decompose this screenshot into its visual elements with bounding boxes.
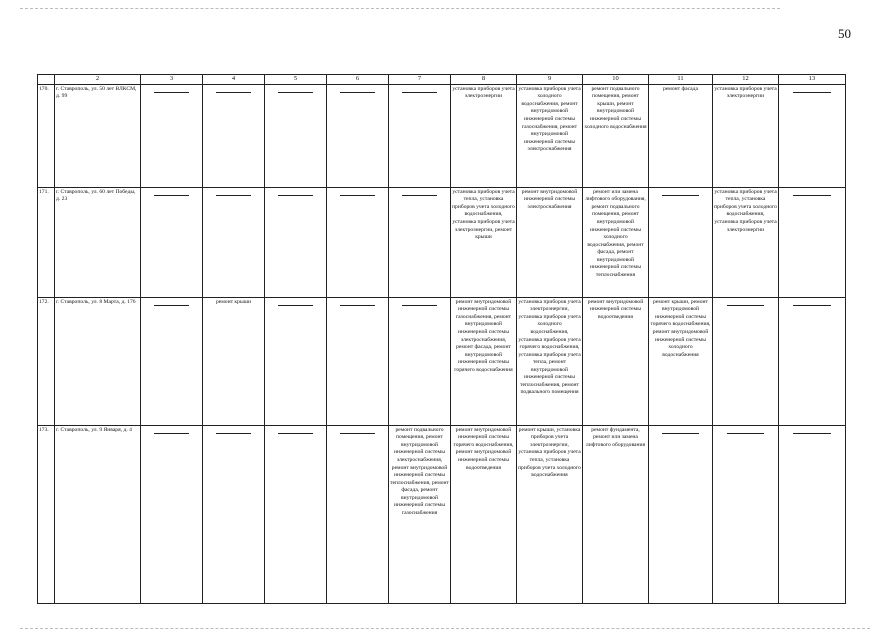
dash-mark (662, 195, 699, 196)
dash-mark (727, 305, 765, 306)
dash-mark (662, 433, 699, 434)
row-number: 171. (38, 187, 55, 297)
empty-cell (779, 425, 846, 603)
work-cell: ремонт внутридомовой инженерной системы электроснабжения (517, 187, 583, 297)
empty-cell (389, 297, 451, 425)
empty-cell (779, 84, 846, 187)
work-cell: установка приборов учета тепла, установка приборов учета холодного водоснабжения, установка приборов учета электроэнергии (713, 187, 779, 297)
empty-cell (713, 297, 779, 425)
header-cell: 12 (713, 75, 779, 85)
dash-mark (278, 195, 313, 196)
work-cell: ремонт внутридомовой инженерной системы горячего водоснабжения, ремонт внутридомовой инженерной системы водоотведения (451, 425, 517, 603)
header-cell: 13 (779, 75, 846, 85)
row-number: 172. (38, 297, 55, 425)
scan-artifact-top (20, 8, 780, 9)
dash-mark (402, 92, 437, 93)
work-cell: ремонт фундамента, ремонт или замена лифтового оборудования (583, 425, 649, 603)
header-cell: 8 (451, 75, 517, 85)
dash-mark (154, 195, 189, 196)
header-cell: 7 (389, 75, 451, 85)
scan-artifact-bottom (20, 628, 870, 629)
empty-cell (265, 425, 327, 603)
work-cell: установка приборов учета электроэнергии (713, 84, 779, 187)
table-row (38, 84, 846, 187)
work-cell: ремонт внутридомовой инженерной системы газоснабжения, ремонт внутридомовой инженерной системы электроснабжения, ремонт фасада, ремонт внутридомовой инженерной системы горячего водоснабжения (451, 297, 517, 425)
table-row (38, 425, 846, 603)
dash-mark (340, 433, 375, 434)
empty-cell (327, 297, 389, 425)
work-cell: установка приборов учета тепла, установка приборов учета холодного водоснабжения, установка приборов учета электроэнергии, ремонт крыши (451, 187, 517, 297)
empty-cell (141, 425, 203, 603)
dash-mark (727, 433, 765, 434)
empty-cell (203, 187, 265, 297)
page-number: 50 (838, 26, 851, 41)
work-cell: ремонт подвального помещения, ремонт внутридомовой инженерной системы электроснабжения, ремонт внутридомовой инженерной системы теплоснабжения, ремонт фасада, ремонт внутридомовой инженерной системы газоснабжения (389, 425, 451, 603)
dash-mark (154, 92, 189, 93)
work-cell: установка приборов учета холодного водоснабжения, ремонт внутридомовой инженерной системы газоснабжения, ремонт внутридомовой инженерной системы электроснабжения (517, 84, 583, 187)
document-table-container (37, 74, 845, 604)
row-number: 173. (38, 425, 55, 603)
repair-schedule-table (37, 74, 846, 604)
row-number: 170. (38, 84, 55, 187)
dash-mark (402, 195, 437, 196)
empty-cell (779, 297, 846, 425)
header-cell (38, 75, 55, 85)
work-cell: ремонт крыши, ремонт внутридомовой инженерной системы горячего водоснабжения, ремонт внутридомовой инженерной системы холодного водоснабжения (649, 297, 713, 425)
header-cell: 5 (265, 75, 327, 85)
work-cell: ремонт крыши (203, 297, 265, 425)
dash-mark (402, 305, 437, 306)
dash-mark (278, 305, 313, 306)
empty-cell (141, 187, 203, 297)
empty-cell (649, 187, 713, 297)
empty-cell (141, 84, 203, 187)
work-cell: ремонт крыши, установка приборов учета электроэнергии, установка приборов учета тепла, установка приборов учета холодного водоснабжения (517, 425, 583, 603)
dash-mark (216, 195, 251, 196)
dash-mark (340, 305, 375, 306)
dash-mark (154, 305, 189, 306)
work-cell: ремонт фасада (649, 84, 713, 187)
dash-mark (216, 433, 251, 434)
header-cell: 3 (141, 75, 203, 85)
work-cell: ремонт подвального помещения, ремонт крыши, ремонт внутридомовой инженерной системы холодного водоснабжения (583, 84, 649, 187)
header-cell: 11 (649, 75, 713, 85)
empty-cell (265, 84, 327, 187)
dash-mark (216, 92, 251, 93)
empty-cell (327, 187, 389, 297)
table-row (38, 297, 846, 425)
dash-mark (793, 305, 831, 306)
work-cell: ремонт или замена лифтового оборудования, ремонт подвального помещения, ремонт внутридомовой инженерной системы холодного водоснабжения, ремонт фасада, ремонт внутридомовой инженерной системы теплоснабжения (583, 187, 649, 297)
work-cell: установка приборов учета электроэнергии (451, 84, 517, 187)
header-cell: 2 (55, 75, 141, 85)
dash-mark (793, 433, 831, 434)
dash-mark (278, 92, 313, 93)
table-row (38, 187, 846, 297)
dash-mark (278, 433, 313, 434)
table-header-row (38, 75, 846, 85)
address-cell: г. Ставрополь, ул. 8 Марта, д. 176 (55, 297, 141, 425)
header-cell: 9 (517, 75, 583, 85)
work-cell: ремонт внутридомовой инженерной системы водоотведения (583, 297, 649, 425)
dash-mark (793, 195, 831, 196)
address-cell: г. Ставрополь, ул. 50 лет ВЛКСМ, д. 99 (55, 84, 141, 187)
dash-mark (154, 433, 189, 434)
address-cell: г. Ставрополь, ул. 9 Января, д. 4 (55, 425, 141, 603)
work-cell: установка приборов учета электроэнергии, установка приборов учета холодного водоснабжения, установка приборов учета горячего водоснабжения, установка приборов учета тепла, ремонт внутридомовой инженерной системы теплоснабжения, ремонт подвального помещения (517, 297, 583, 425)
header-cell: 10 (583, 75, 649, 85)
empty-cell (389, 187, 451, 297)
empty-cell (203, 84, 265, 187)
empty-cell (141, 297, 203, 425)
empty-cell (203, 425, 265, 603)
header-cell: 6 (327, 75, 389, 85)
empty-cell (327, 84, 389, 187)
header-cell: 4 (203, 75, 265, 85)
empty-cell (389, 84, 451, 187)
empty-cell (713, 425, 779, 603)
address-cell: г. Ставрополь, ул. 60 лет Победы, д. 23 (55, 187, 141, 297)
empty-cell (265, 297, 327, 425)
dash-mark (340, 195, 375, 196)
empty-cell (327, 425, 389, 603)
empty-cell (649, 425, 713, 603)
dash-mark (793, 92, 831, 93)
empty-cell (265, 187, 327, 297)
dash-mark (340, 92, 375, 93)
empty-cell (779, 187, 846, 297)
